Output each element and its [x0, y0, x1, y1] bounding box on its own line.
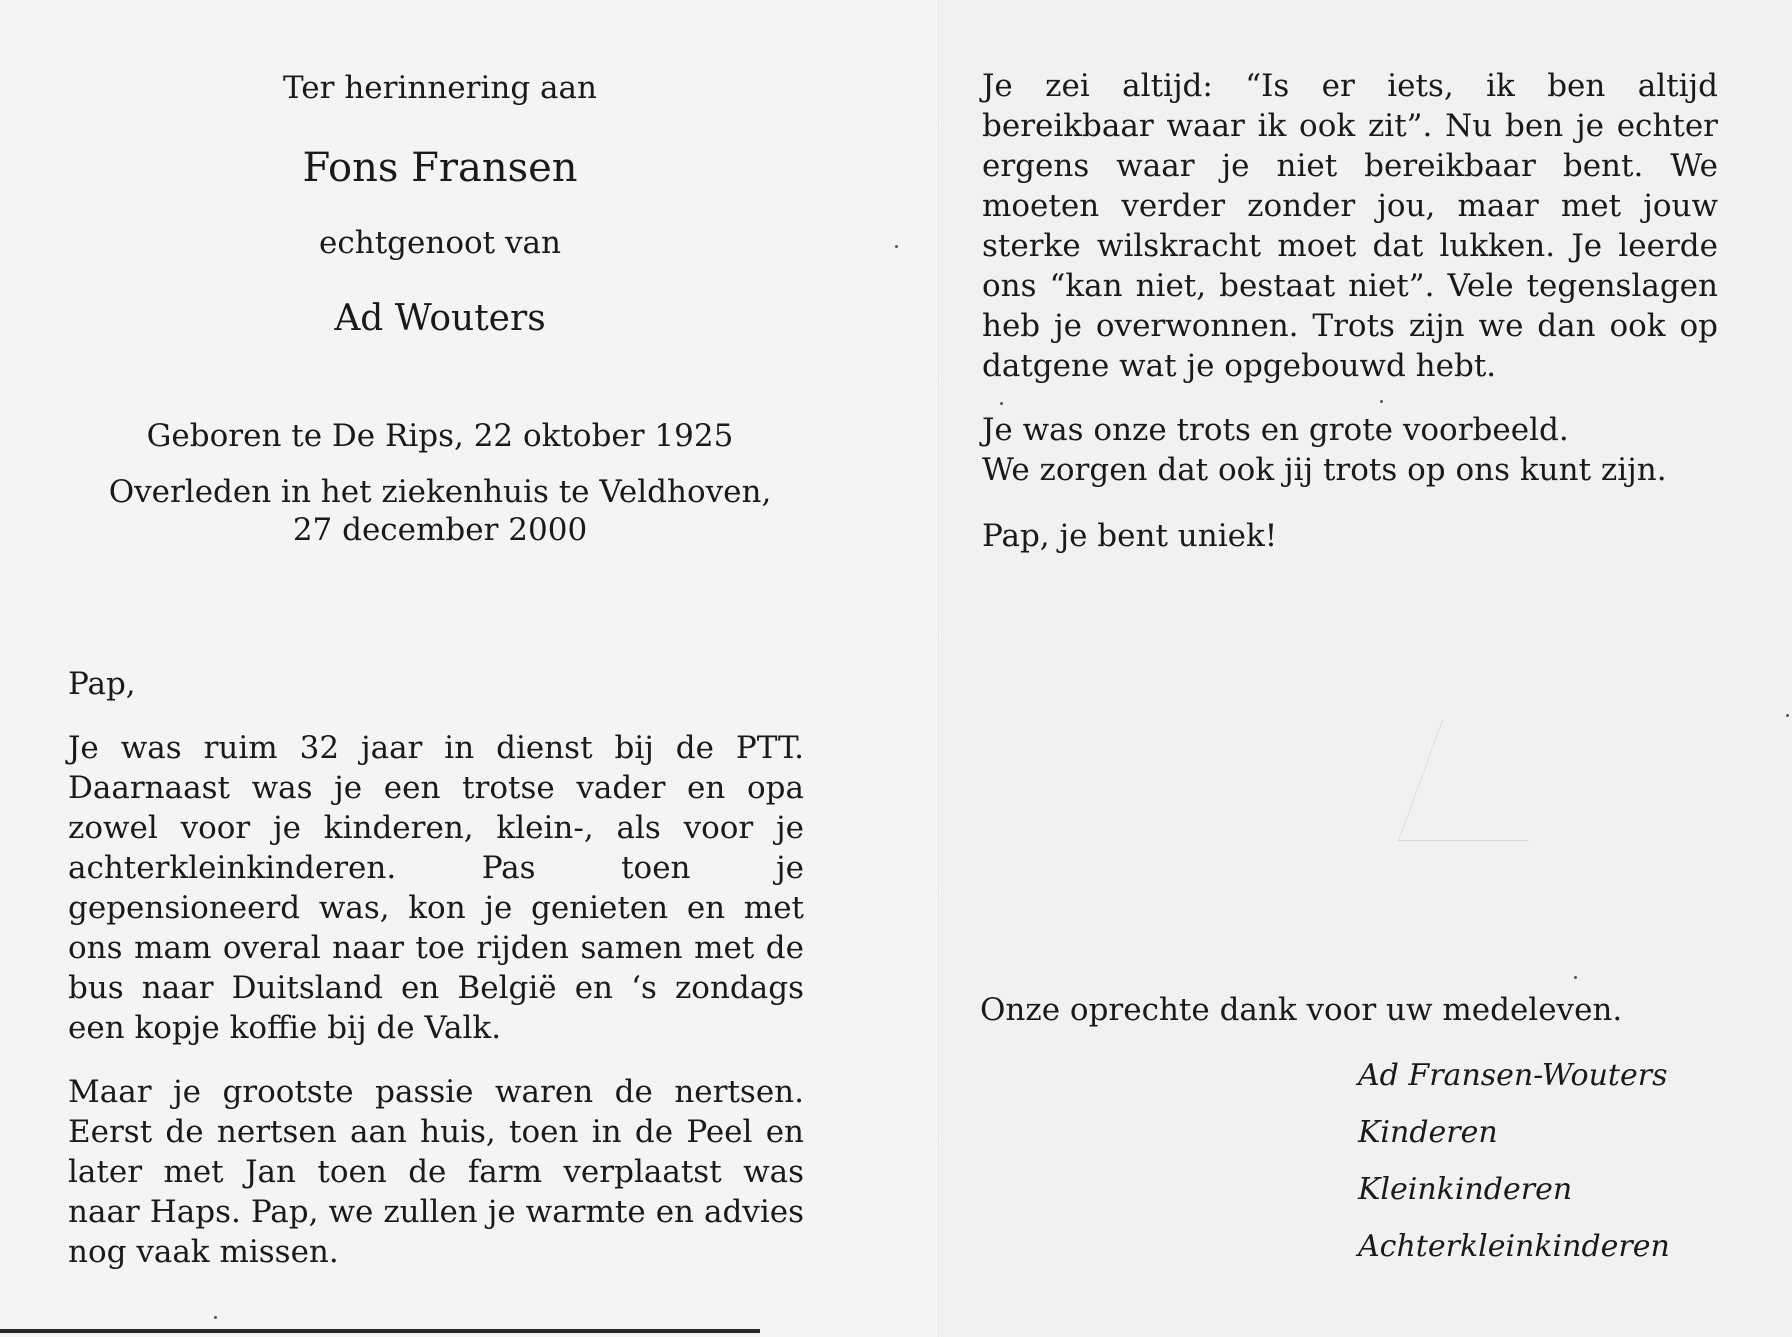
scan-speck — [1380, 400, 1383, 403]
salutation: Pap, — [68, 666, 136, 702]
birth-line: Geboren te De Rips, 22 oktober 1925 — [146, 418, 734, 454]
bottom-edge-line — [0, 1329, 760, 1333]
signature-spouse: Ad Fransen-Wouters — [1358, 1058, 1668, 1093]
left-paragraph-2: Maar je grootste passie waren de nertsen. Eerst de nertsen aan huis, toen in de Peel en later met Jan toen de farm verplaatst was naar Haps. Pap, we zullen je warmte en advies nog vaak missen. — [68, 1074, 804, 1270]
right-closing-line: Pap, je bent uniek! — [982, 518, 1278, 554]
right-line-promise: We zorgen dat ook jij trots op ons kunt zijn. — [982, 452, 1667, 488]
right-line-proud: Je was onze trots en grote voorbeeld. — [982, 412, 1569, 448]
death-place-line: Overleden in het ziekenhuis te Veldhoven, — [108, 474, 772, 510]
scan-speck — [1000, 402, 1003, 405]
left-paragraph-1: Je was ruim 32 jaar in dienst bij de PTT. Daarnaast was je een trotse vader en opa zowel voor je kinderen, klein-, als voor je achterkleinkinderen. Pas toen je gepensioneerd was, kon je genieten en met ons mam overal naar toe rijden samen met de bus naar Duitsland en België en ‘s zondags een kopje koffie bij de Valk. — [68, 730, 804, 1046]
spouse-of-line: echtgenoot van — [319, 225, 561, 261]
death-date-line: 27 december 2000 — [292, 512, 588, 548]
scan-speck — [1786, 714, 1789, 717]
card-fold — [938, 0, 942, 1337]
in-memory-of-line: Ter herinnering aan — [283, 70, 597, 106]
signature-grandchildren: Kleinkinderen — [1358, 1172, 1573, 1207]
right-paragraph-1: Je zei altijd: “Is er iets, ik ben altijd bereikbaar waar ik ook zit”. Nu ben je echter ergens waar je niet bereikbaar bent. We moeten verder zonder jou, maar met jouw sterke wilskracht moet dat lukken. Je leerde ons “kan niet, bestaat niet”. Vele tegenslagen heb je overwonnen. Trots zijn we dan ook op datgene wat je opgebouwd hebt. — [982, 68, 1718, 384]
scan-speck — [1574, 976, 1577, 979]
scan-speck — [895, 245, 898, 248]
deceased-name: Fons Fransen — [302, 145, 578, 191]
signature-children: Kinderen — [1358, 1115, 1498, 1150]
spouse-name: Ad Wouters — [334, 298, 546, 339]
signature-great-grandchildren: Achterkleinkinderen — [1358, 1229, 1670, 1264]
thanks-line: Onze oprechte dank voor uw medeleven. — [980, 992, 1623, 1028]
scan-speck — [214, 1316, 217, 1319]
